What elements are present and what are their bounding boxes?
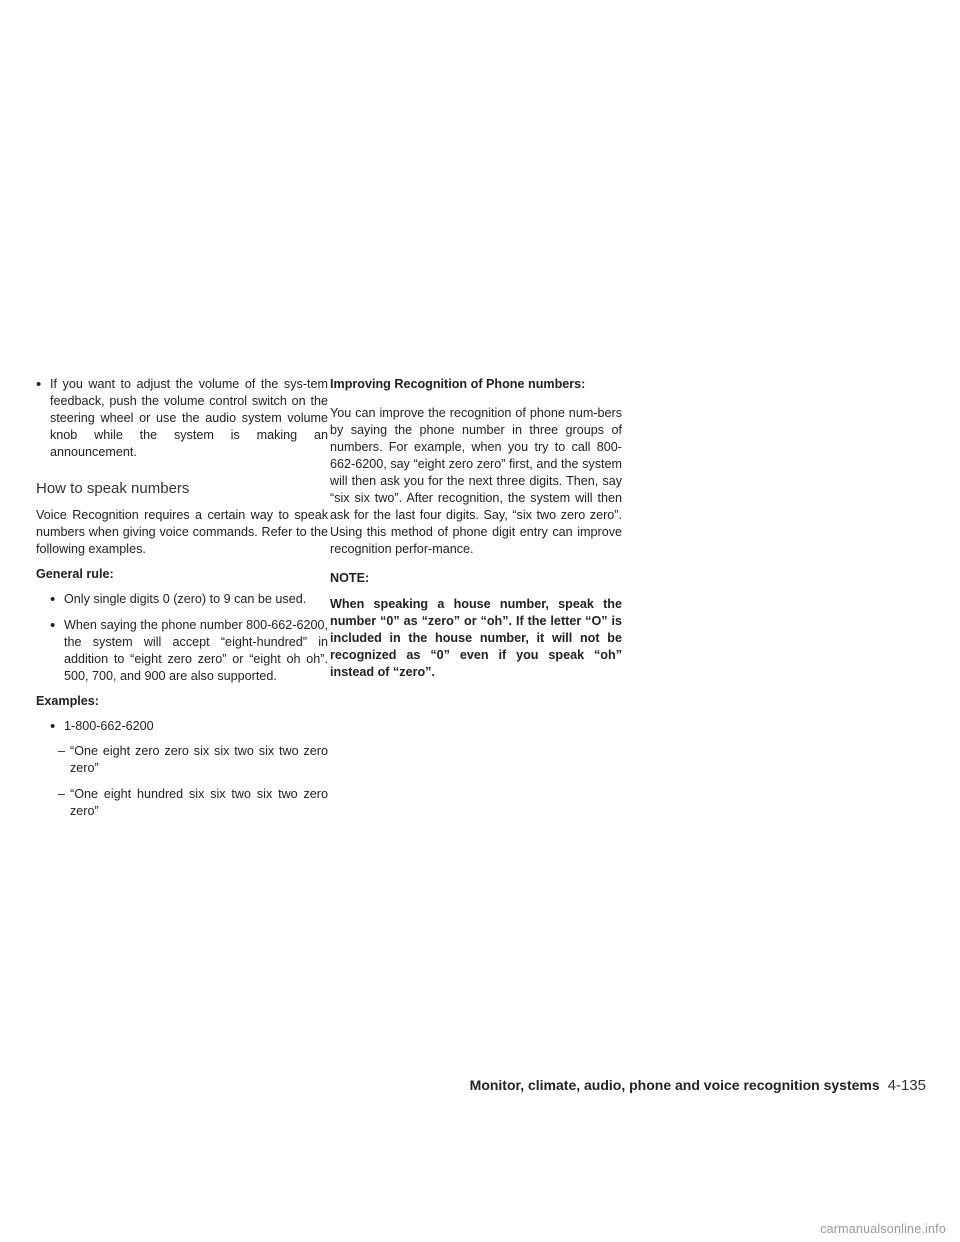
list-item xyxy=(36,718,328,735)
general-rule-label: General rule: xyxy=(36,567,114,581)
right-column xyxy=(330,376,622,681)
example-number: 1-800-662-6200 xyxy=(64,719,154,733)
recognition-paragraph: You can improve the recognition of phone num-bers by saying the phone number in three groups of numbers. For example, when you try to call 800-662-6200, say “eight zero zero” first, and the system will then ask you for the next three digits. Then, say “six six two”. After recognition, the system will then ask for the last four digits. Say, “six two zero zero”. Using this method of phone digit entry can improve recognition perfor-mance. xyxy=(330,406,622,556)
dash-icon: – xyxy=(58,744,66,758)
list-item xyxy=(36,743,328,777)
bullet-icon: • xyxy=(36,376,42,393)
examples-label: Examples: xyxy=(36,694,99,708)
left-column xyxy=(36,376,328,820)
list-item xyxy=(36,617,328,685)
example-phrase: “One eight hundred six six two six two zero zero” xyxy=(70,787,328,818)
chapter-title: Monitor, climate, audio, phone and voice recognition systems xyxy=(469,1077,880,1093)
section-heading: How to speak numbers xyxy=(36,480,190,497)
note-label: NOTE: xyxy=(330,571,370,585)
bullet-icon: • xyxy=(50,591,56,608)
dash-icon: – xyxy=(58,787,66,801)
volume-adjust-text: If you want to adjust the volume of the sys-tem feedback, push the volume control switch on the steering wheel or use the audio system volume knob while the system is making an announcement. xyxy=(50,377,328,459)
page-number: 4-135 xyxy=(887,1077,926,1094)
list-item xyxy=(36,376,328,461)
page-footer xyxy=(396,1077,926,1094)
intro-paragraph: Voice Recognition requires a certain way to speak numbers when giving voice commands. Refer to the following examples. xyxy=(36,508,328,556)
general-rule-item: Only single digits 0 (zero) to 9 can be used. xyxy=(64,592,307,606)
list-item xyxy=(36,786,328,820)
general-rule-item: When saying the phone number 800-662-6200, the system will accept “eight-hundred” in addition to “eight zero zero” or “eight oh oh”. 500, 700, and 900 are also supported. xyxy=(64,618,328,683)
subsection-heading: Improving Recognition of Phone numbers: xyxy=(330,377,586,391)
example-phrase: “One eight zero zero six six two six two zero zero” xyxy=(70,744,328,775)
bullet-icon: • xyxy=(50,617,56,634)
list-item xyxy=(36,591,328,608)
bullet-icon: • xyxy=(50,718,56,735)
watermark: carmanualsonline.info xyxy=(820,1222,946,1236)
note-text: When speaking a house number, speak the number “0” as “zero” or “oh”. If the letter “O” is included in the house number, it will not be recognized as “0” even if you speak “oh” instead of “zero”. xyxy=(330,597,622,679)
